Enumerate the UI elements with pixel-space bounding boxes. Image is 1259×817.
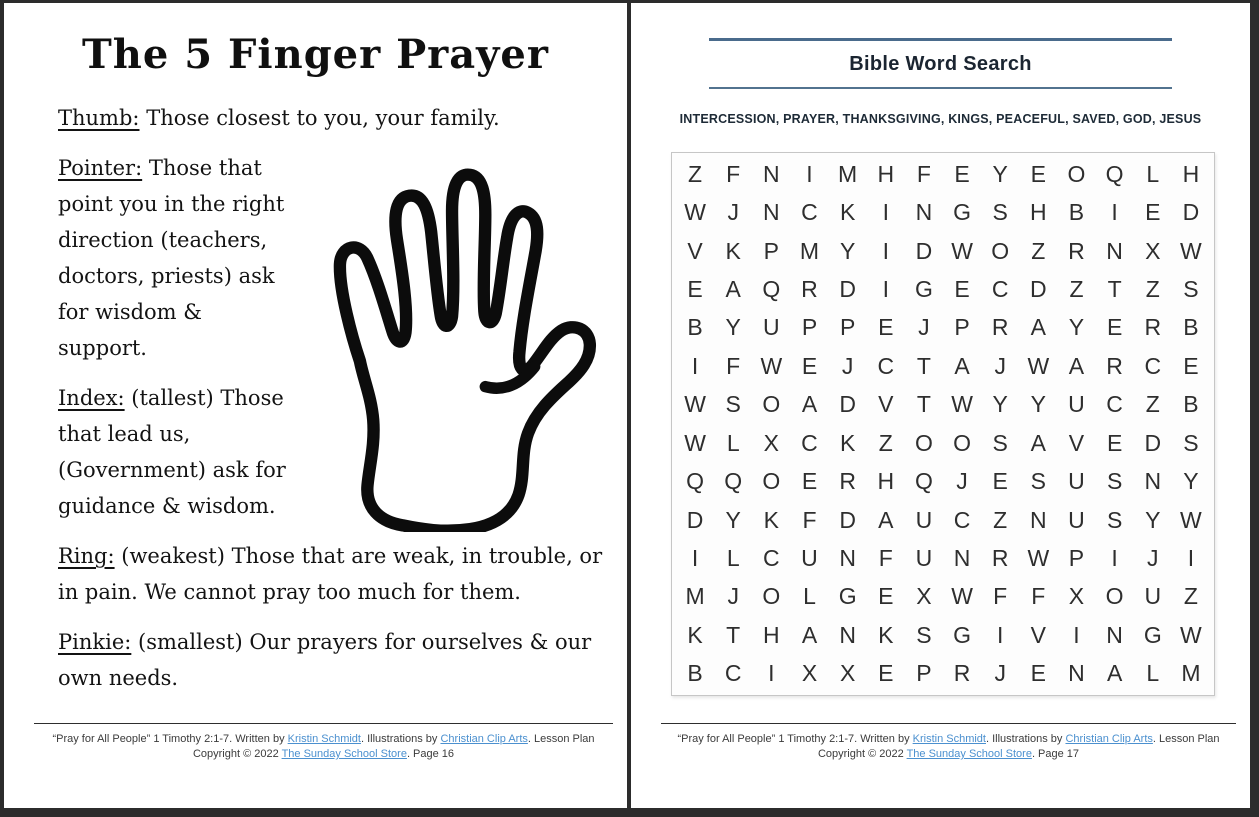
grid-cell: T (916, 391, 931, 418)
grid-cell: E (1106, 429, 1123, 456)
grid-cell: F (802, 506, 817, 533)
grid-cell: H (877, 160, 895, 187)
grid-cell: P (916, 660, 932, 687)
footer-text: “Pray for All People” 1 Timothy 2:1-7. Written by (52, 733, 288, 745)
grid-cell: M (685, 583, 705, 610)
grid-cell: F (993, 583, 1008, 610)
paragraph-thumb (58, 100, 603, 136)
grid-cell: N (1068, 660, 1085, 687)
grid-cell: K (687, 621, 703, 648)
grid-cell: E (878, 314, 894, 341)
grid-cell: V (687, 237, 703, 264)
grid-cell: U (1144, 583, 1162, 610)
grid-cell: E (801, 352, 818, 379)
grid-cell: C (763, 544, 780, 571)
grid-cell: C (877, 352, 895, 379)
grid-cell: O (762, 391, 781, 418)
grid-cell: A (1030, 429, 1046, 456)
grid-cell: U (1068, 468, 1085, 495)
grid-cell: E (801, 468, 818, 495)
grid-cell: Z (688, 160, 703, 187)
grid-cell: Y (839, 237, 856, 264)
grid-cell: A (801, 621, 818, 648)
page-right (631, 3, 1250, 808)
grid-cell: K (725, 237, 741, 264)
grid-cell: Y (1068, 314, 1085, 341)
grid-row (676, 309, 1210, 347)
grid-cell: X (916, 583, 932, 610)
grid-row (676, 386, 1210, 424)
grid-cell: T (916, 352, 931, 379)
grid-cell: A (1068, 352, 1085, 379)
grid-cell: D (686, 506, 704, 533)
grid-cell: Z (1069, 275, 1084, 302)
grid-cell: C (1106, 391, 1123, 418)
grid-cell: E (1183, 352, 1199, 379)
grid-cell: G (953, 621, 971, 648)
grid-cell: M (799, 237, 820, 264)
author-link[interactable]: Kristin Schmidt (912, 733, 986, 745)
grid-cell: S (992, 199, 1008, 226)
grid-cell: H (1030, 199, 1047, 226)
grid-cell: W (1180, 237, 1202, 264)
grid-cell: G (838, 583, 857, 610)
grid-cell: D (839, 506, 856, 533)
grid-cell: D (1144, 429, 1162, 456)
grid-cell: P (1068, 544, 1085, 571)
grid-cell: U (915, 506, 933, 533)
ring-label: Ring: (58, 544, 115, 568)
footer-text: . Illustrations by (985, 733, 1066, 745)
grid-cell: W (1180, 621, 1202, 648)
grid-cell: W (951, 391, 973, 418)
grid-cell: I (882, 199, 889, 226)
footer-text: . Lesson Plan (1152, 733, 1220, 745)
grid-cell: S (725, 391, 741, 418)
grid-cell: R (801, 275, 818, 302)
grid-cell: N (839, 544, 856, 571)
grid-cell: N (1030, 506, 1047, 533)
grid-cell: S (1030, 468, 1046, 495)
grid-cell: Z (1183, 583, 1198, 610)
grid-row (676, 424, 1210, 462)
thumb-text: Those closest to you, your family. (146, 106, 500, 130)
grid-row (676, 539, 1210, 577)
footer-text: “Pray for All People” 1 Timothy 2:1-7. Written by (677, 733, 913, 745)
grid-cell: J (994, 660, 1006, 687)
grid-cell: F (726, 160, 741, 187)
grid-cell: E (1145, 199, 1161, 226)
grid-cell: H (1182, 160, 1200, 187)
grid-cell: I (1111, 544, 1118, 571)
grid-row (676, 347, 1210, 385)
grid-cell: R (839, 468, 856, 495)
grid-cell: E (954, 160, 970, 187)
grid-cell: D (1182, 199, 1200, 226)
grid-cell: Y (725, 314, 741, 341)
footer-text: . Lesson Plan (527, 733, 595, 745)
illustrator-link[interactable]: Christian Clip Arts (440, 733, 528, 745)
grid-cell: N (953, 544, 971, 571)
grid-row (676, 155, 1210, 193)
grid-cell: N (1106, 621, 1123, 648)
grid-cell: U (763, 314, 780, 341)
grid-cell: C (1144, 352, 1162, 379)
grid-cell: N (1106, 237, 1123, 264)
footer-line-1 (34, 732, 613, 747)
grid-cell: N (915, 199, 933, 226)
grid-cell: K (839, 199, 856, 226)
grid-cell: R (953, 660, 971, 687)
store-link[interactable]: The Sunday School Store (906, 748, 1032, 760)
grid-cell: E (992, 468, 1008, 495)
grid-cell: D (915, 237, 933, 264)
author-link[interactable]: Kristin Schmidt (287, 733, 361, 745)
footer-right-page (661, 723, 1236, 762)
word-search-title: Bible Word Search (849, 53, 1032, 75)
thumb-label: Thumb: (58, 106, 140, 130)
grid-cell: Q (724, 468, 743, 495)
grid-cell: F (1031, 583, 1046, 610)
grid-cell: Z (878, 429, 893, 456)
grid-row (676, 578, 1210, 616)
grid-cell: V (1030, 621, 1046, 648)
grid-cell: Q (686, 468, 705, 495)
grid-cell: I (1073, 621, 1080, 648)
grid-cell: Y (1145, 506, 1161, 533)
grid-cell: X (1068, 583, 1085, 610)
grid-cell: C (801, 429, 818, 456)
grid-cell: U (1068, 506, 1085, 533)
grid-cell: M (838, 160, 858, 187)
grid-cell: V (878, 391, 894, 418)
grid-cell: K (878, 621, 894, 648)
grid-cell: I (691, 352, 699, 379)
grid-cell: X (801, 660, 818, 687)
grid-cell: Z (993, 506, 1008, 533)
grid-cell: G (1143, 621, 1162, 648)
grid-row (676, 616, 1210, 654)
grid-cell: A (725, 275, 741, 302)
grid-cell: C (724, 660, 742, 687)
grid-cell: D (839, 275, 856, 302)
grid-cell: B (1183, 391, 1199, 418)
page-left (4, 3, 627, 808)
grid-cell: W (1027, 544, 1050, 571)
grid-cell: I (768, 660, 775, 687)
grid-cell: E (687, 275, 703, 302)
grid-cell: O (914, 429, 933, 456)
grid-cell: J (727, 199, 739, 226)
grid-cell: N (1144, 468, 1162, 495)
grid-cell: E (878, 583, 894, 610)
grid-cell: O (1067, 160, 1086, 187)
grid-cell: W (951, 237, 973, 264)
grid-cell: F (878, 544, 893, 571)
grid-cell: L (726, 429, 740, 456)
grid-cell: J (727, 583, 739, 610)
grid-cell: W (1027, 352, 1050, 379)
grid-row (676, 232, 1210, 270)
grid-cell: W (684, 391, 706, 418)
grid-cell: P (954, 314, 970, 341)
grid-cell: S (1183, 275, 1199, 302)
grid-cell: R (1106, 352, 1123, 379)
grid-cell: O (1105, 583, 1124, 610)
grid-cell: I (997, 621, 1004, 648)
grid-cell: W (760, 352, 783, 379)
grid-cell: U (1068, 391, 1085, 418)
grid-cell: F (726, 352, 741, 379)
grid-cell: H (877, 468, 895, 495)
grid-cell: E (1106, 314, 1123, 341)
page-number: . Page 16 (406, 748, 455, 760)
grid-cell: J (1147, 544, 1159, 571)
grid-cell: U (801, 544, 818, 571)
grid-row (676, 501, 1210, 539)
grid-cell: A (801, 391, 818, 418)
grid-cell: O (991, 237, 1010, 264)
header-rule-top (709, 38, 1172, 41)
grid-cell: Q (914, 468, 933, 495)
grid-cell: E (954, 275, 970, 302)
grid-cell: K (839, 429, 856, 456)
grid-cell: Q (1105, 160, 1124, 187)
grid-cell: J (956, 468, 968, 495)
footer-line-2 (34, 747, 613, 762)
word-search-grid (671, 152, 1215, 696)
grid-cell: W (684, 429, 706, 456)
grid-cell: W (684, 199, 706, 226)
pinkie-text: (smallest) Our prayers for ourselves & our own needs. (58, 630, 592, 690)
footer-left-page (34, 723, 613, 762)
grid-cell: H (763, 621, 780, 648)
pointer-text: Those that point you in the right direction (teachers, doctors, priests) ask for wisdom & support. (58, 156, 285, 360)
grid-row (676, 270, 1210, 308)
grid-row (676, 193, 1210, 231)
grid-cell: S (1183, 429, 1199, 456)
grid-cell: Y (992, 391, 1008, 418)
grid-row (676, 462, 1210, 500)
grid-cell: Y (725, 506, 741, 533)
illustrator-link[interactable]: Christian Clip Arts (1065, 733, 1153, 745)
grid-cell: M (1181, 660, 1201, 687)
grid-cell: E (1030, 660, 1046, 687)
grid-cell: W (951, 583, 973, 610)
grid-cell: D (1030, 275, 1047, 302)
grid-cell: Y (992, 160, 1008, 187)
grid-cell: J (841, 352, 854, 379)
grid-cell: B (1183, 314, 1199, 341)
grid-cell: A (1106, 660, 1123, 687)
grid-cell: B (1068, 199, 1085, 226)
grid-cell: I (882, 275, 889, 302)
grid-cell: F (916, 160, 931, 187)
grid-cell: C (991, 275, 1009, 302)
index-label: Index: (58, 386, 125, 410)
grid-cell: N (763, 160, 780, 187)
grid-cell: C (953, 506, 971, 533)
grid-cell: L (803, 583, 816, 610)
grid-cell: S (992, 429, 1008, 456)
grid-cell: Q (762, 275, 781, 302)
grid-cell: C (801, 199, 818, 226)
grid-row (676, 654, 1210, 692)
grid-cell: X (839, 660, 856, 687)
grid-cell: S (1106, 468, 1123, 495)
word-list: INTERCESSION, PRAYER, THANKSGIVING, KINGS, PEACEFUL, SAVED, GOD, JESUS (679, 112, 1202, 126)
grid-cell: X (1145, 237, 1161, 264)
grid-cell: V (1068, 429, 1085, 456)
grid-cell: L (1146, 660, 1160, 687)
grid-cell: Z (1145, 275, 1160, 302)
grid-cell: K (763, 506, 780, 533)
grid-cell: U (915, 544, 933, 571)
grid-cell: Y (1183, 468, 1199, 495)
grid-cell: A (878, 506, 894, 533)
finger-prayer-body (58, 100, 603, 696)
grid-cell: O (762, 468, 781, 495)
grid-cell: Y (1030, 391, 1046, 418)
page-title: The 5 Finger Prayer (82, 31, 549, 78)
grid-cell: I (882, 237, 889, 264)
grid-cell: L (726, 544, 740, 571)
page-number: . Page 17 (1031, 748, 1080, 760)
pointer-label: Pointer: (58, 156, 143, 180)
grid-cell: P (763, 237, 780, 264)
hand-outline-illustration (305, 152, 601, 532)
grid-cell: R (991, 314, 1009, 341)
grid-cell: S (1106, 506, 1123, 533)
grid-cell: N (839, 621, 856, 648)
grid-cell: W (1180, 506, 1202, 533)
grid-cell: O (762, 583, 781, 610)
grid-cell: B (687, 660, 703, 687)
grid-cell: I (1187, 544, 1195, 571)
footer-text: Copyright © 2022 (817, 748, 907, 760)
grid-cell: E (1030, 160, 1046, 187)
grid-cell: R (1144, 314, 1162, 341)
footer-line-1 (661, 732, 1236, 747)
grid-cell: O (953, 429, 971, 456)
grid-cell: A (1030, 314, 1046, 341)
index-text: (tallest) Those that lead us, (Government) ask for guidance & wisdom. (58, 386, 286, 518)
grid-cell: X (763, 429, 780, 456)
ring-text: (weakest) Those that are weak, in trouble, or in pain. We cannot pray too much for them. (58, 544, 603, 604)
grid-cell: B (687, 314, 703, 341)
pinkie-label: Pinkie: (58, 630, 132, 654)
grid-cell: R (1068, 237, 1085, 264)
grid-cell: D (839, 391, 856, 418)
grid-cell: T (726, 621, 741, 648)
grid-cell: G (953, 199, 971, 226)
header-rule-bottom (709, 87, 1172, 89)
grid-cell: R (991, 544, 1009, 571)
grid-cell: E (878, 660, 894, 687)
grid-cell: G (914, 275, 933, 302)
grid-cell: Z (1145, 391, 1160, 418)
grid-cell: I (691, 544, 699, 571)
footer-line-2 (661, 747, 1236, 762)
paragraph-pinkie (58, 624, 603, 696)
grid-cell: P (839, 314, 856, 341)
footer-text: Copyright © 2022 (192, 748, 282, 760)
grid-cell: J (994, 352, 1006, 379)
grid-cell: L (1146, 160, 1160, 187)
grid-cell: I (1111, 199, 1118, 226)
grid-cell: A (954, 352, 970, 379)
paragraph-ring (58, 538, 603, 610)
store-link[interactable]: The Sunday School Store (281, 748, 407, 760)
grid-cell: S (916, 621, 932, 648)
grid-cell: J (918, 314, 930, 341)
footer-text: . Illustrations by (360, 733, 441, 745)
grid-cell: P (801, 314, 818, 341)
grid-cell: I (806, 160, 813, 187)
grid-cell: N (763, 199, 780, 226)
grid-cell: Z (1031, 237, 1046, 264)
grid-cell: T (1107, 275, 1122, 302)
